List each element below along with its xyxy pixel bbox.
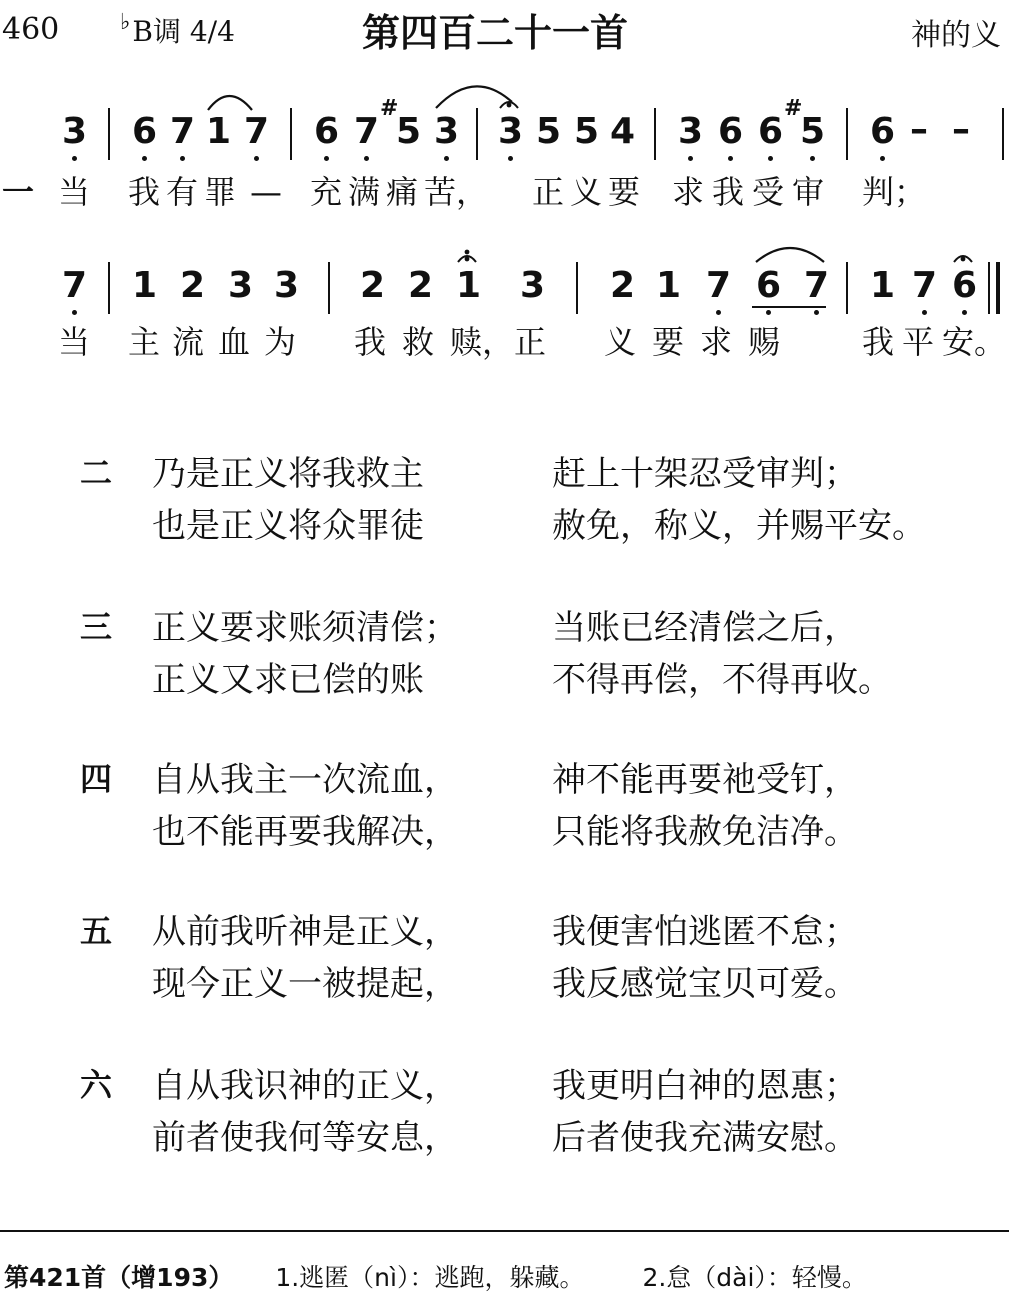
lyric-char: 血 xyxy=(218,323,251,361)
note: 5 xyxy=(536,111,562,152)
note: 3 xyxy=(228,265,254,306)
hymn-topic: 神的义 xyxy=(911,18,1001,53)
note: 3 xyxy=(274,265,300,306)
fermata-dot xyxy=(465,257,470,262)
note: 7 xyxy=(170,111,196,152)
lyric-char: 罪 xyxy=(204,173,237,211)
verse-line: 当账已经清偿之后， xyxy=(552,608,858,648)
lyric-char: 当 xyxy=(58,323,91,361)
sharp-sign: # xyxy=(784,96,803,121)
lyric-char: 流 xyxy=(172,323,205,361)
verse-number: 五 xyxy=(80,912,113,950)
octave-dot-below xyxy=(72,310,77,315)
slur xyxy=(436,86,512,108)
note: 4 xyxy=(610,111,636,152)
note: 1 xyxy=(456,265,482,306)
note: 2 xyxy=(360,265,386,306)
verse-number: 六 xyxy=(80,1066,113,1104)
octave-dot-below xyxy=(728,156,733,161)
verse-line: 正义又求已偿的账 xyxy=(152,660,424,700)
lyric-char: 审 xyxy=(792,173,825,211)
note: 1 xyxy=(132,265,158,306)
verse-line: 我便害怕逃匿不怠； xyxy=(552,912,858,952)
lyric-char: 正 xyxy=(532,173,565,211)
notation-line-1 xyxy=(0,96,1009,174)
note: 5 xyxy=(574,111,600,152)
slur xyxy=(208,96,252,110)
note: 6 xyxy=(952,265,978,306)
verse-line: 前者使我何等安息， xyxy=(152,1118,458,1158)
verse-line: 现今正义一被提起， xyxy=(152,964,458,1004)
note: 3 xyxy=(62,111,88,152)
verse-line: 只能将我赦免洁净。 xyxy=(552,812,858,852)
verse-line: 不得再偿，不得再收。 xyxy=(552,660,892,700)
lyric-char: 求 xyxy=(700,323,733,361)
lyric-char: 充 xyxy=(310,173,343,211)
eighth-underline xyxy=(752,306,826,308)
octave-dot-below xyxy=(324,156,329,161)
slur xyxy=(756,248,824,262)
note: 7 xyxy=(912,265,938,306)
verse-line: 也不能再要我解决， xyxy=(152,812,458,852)
lyric-char: 赎， xyxy=(450,323,515,361)
note: 7 xyxy=(354,111,380,152)
dash: – xyxy=(952,109,970,150)
key-text: B调 4/4 xyxy=(132,15,235,48)
octave-dot-below xyxy=(142,156,147,161)
lyric-char: 义 xyxy=(570,173,603,211)
footnote xyxy=(4,1258,867,1294)
verse-6 xyxy=(0,1052,1009,1158)
verse-line: 我反感觉宝贝可爱。 xyxy=(552,964,858,1004)
note: 1 xyxy=(656,265,682,306)
verse-line: 后者使我充满安慰。 xyxy=(552,1118,858,1158)
octave-dot-below xyxy=(768,156,773,161)
lyric-char: 为 xyxy=(264,323,297,361)
lyrics-line-1 xyxy=(0,173,1009,220)
note: 6 xyxy=(718,111,744,152)
octave-dot-below xyxy=(922,310,927,315)
verse-line: 正义要求账须清偿； xyxy=(152,608,458,648)
verse-3 xyxy=(0,594,1009,700)
note: 7 xyxy=(244,111,270,152)
octave-dot-below xyxy=(180,156,185,161)
note: 3 xyxy=(678,111,704,152)
lyrics-line-2 xyxy=(0,323,1009,370)
verse-line: 乃是正义将我救主 xyxy=(152,454,424,494)
fermata-dot xyxy=(961,257,966,262)
note: 2 xyxy=(180,265,206,306)
verse-5 xyxy=(0,898,1009,1004)
lyric-char: 义 xyxy=(604,323,637,361)
verse-2 xyxy=(0,440,1009,546)
lyric-char: 赐 xyxy=(748,323,781,361)
note: 7 xyxy=(62,265,88,306)
slur-marks xyxy=(0,228,1009,272)
lyric-char: 安。 xyxy=(942,323,1007,361)
note: 3 xyxy=(520,265,546,306)
verse-line: 自从我主一次流血， xyxy=(152,760,458,800)
hymn-title: 第四百二十一首 xyxy=(362,11,629,55)
note: 6 xyxy=(758,111,784,152)
verse-4 xyxy=(0,746,1009,852)
lyric-char: 我 xyxy=(128,173,161,211)
note: 6 xyxy=(132,111,158,152)
flat-sign: ♭ xyxy=(120,10,131,35)
note: 3 xyxy=(434,111,460,152)
page-number: 460 xyxy=(2,12,60,47)
lyric-char: 求 xyxy=(672,173,705,211)
octave-dot-below xyxy=(364,156,369,161)
octave-dot-below xyxy=(508,156,513,161)
verse-line: 也是正义将众罪徒 xyxy=(152,506,424,546)
note: 6 xyxy=(756,265,782,306)
octave-dot-below xyxy=(716,310,721,315)
octave-dot-below xyxy=(880,156,885,161)
note: 6 xyxy=(870,111,896,152)
footnote-divider xyxy=(0,1230,1009,1232)
lyric-char: 判； xyxy=(862,173,927,211)
dash: – xyxy=(910,109,928,150)
note: 2 xyxy=(408,265,434,306)
lyric-char: 我 xyxy=(712,173,745,211)
octave-dot-below xyxy=(962,310,967,315)
note: 3 xyxy=(498,111,524,152)
note: 2 xyxy=(610,265,636,306)
octave-dot-below xyxy=(254,156,259,161)
lyric-char: 当 xyxy=(58,173,91,211)
note: 7 xyxy=(804,265,830,306)
verse-line: 我更明白神的恩惠； xyxy=(552,1066,858,1106)
octave-dot-below xyxy=(444,156,449,161)
octave-dot-below xyxy=(72,156,77,161)
verse-line: 赦免，称义，并赐平安。 xyxy=(552,506,926,546)
lyric-char: 痛 xyxy=(386,173,419,211)
verse-number-lyric: 一 xyxy=(2,173,35,211)
verse-line: 从前我听神是正义， xyxy=(152,912,458,952)
lyric-char: 平 xyxy=(902,323,935,361)
fermata-dot xyxy=(507,103,512,108)
verse-number: 三 xyxy=(80,608,113,646)
key-signature xyxy=(120,10,235,50)
note: 5 xyxy=(396,111,422,152)
octave-dot-below xyxy=(688,156,693,161)
lyric-char: 有 xyxy=(166,173,199,211)
footnote-item: 1.逃匿（nì）：逃跑，躲藏。 xyxy=(275,1263,585,1292)
lyric-char: 我 xyxy=(354,323,387,361)
note: 6 xyxy=(314,111,340,152)
slur-marks xyxy=(0,74,1009,116)
lyric-dash: — xyxy=(250,173,282,211)
octave-dot-below xyxy=(766,310,771,315)
lyric-char: 苦， xyxy=(424,173,489,211)
sharp-sign: # xyxy=(380,96,399,121)
note: 5 xyxy=(800,111,826,152)
note: 1 xyxy=(870,265,896,306)
verse-line: 赶上十架忍受审判； xyxy=(552,454,858,494)
lyric-char: 受 xyxy=(752,173,785,211)
lyric-char: 正 xyxy=(514,323,547,361)
lyric-char: 我 xyxy=(862,323,895,361)
verse-line: 自从我识神的正义， xyxy=(152,1066,458,1106)
footnote-item: 2.怠（dài）：轻慢。 xyxy=(642,1263,867,1292)
octave-dot-below xyxy=(810,156,815,161)
note: 7 xyxy=(706,265,732,306)
octave-dot-above xyxy=(465,250,470,255)
lyric-char: 救 xyxy=(402,323,435,361)
lyric-char: 满 xyxy=(348,173,381,211)
lyric-char: 要 xyxy=(652,323,685,361)
verse-number: 四 xyxy=(80,760,113,798)
verse-line: 神不能再要祂受钉， xyxy=(552,760,858,800)
lyric-char: 要 xyxy=(608,173,641,211)
note: 1 xyxy=(206,111,232,152)
verse-number: 二 xyxy=(80,454,113,492)
octave-dot-below xyxy=(814,310,819,315)
footnote-label: 第421首（增193） xyxy=(4,1263,234,1292)
lyric-char: 主 xyxy=(128,323,161,361)
notation-line-2 xyxy=(0,265,1009,328)
